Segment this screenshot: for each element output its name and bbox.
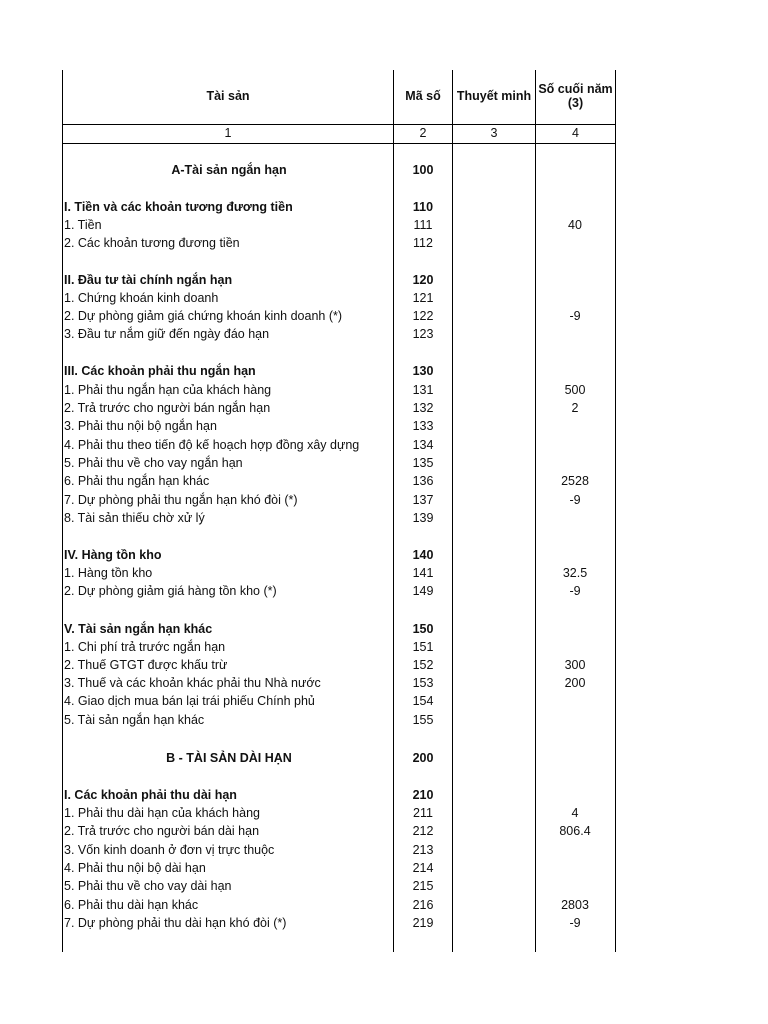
table-row [0,582,768,600]
row-code: 215 [412,879,434,893]
row-code: 136 [412,474,434,488]
row-name: 2. Trả trước cho người bán dài hạn [64,824,260,838]
row-code: 133 [412,419,434,433]
row-name: 2. Thuế GTGT được khấu trừ [64,658,228,672]
row-name: 1. Chứng khoán kinh doanh [64,291,219,305]
row-code: 141 [412,566,434,580]
header-year-end-line1: Số cuối năm [538,82,613,96]
row-code: 121 [412,291,434,305]
row-name: 1. Hàng tồn kho [64,566,153,580]
row-name: 3. Đầu tư nắm giữ đến ngày đáo hạn [64,327,270,341]
row-name: 2. Trả trước cho người bán ngắn hạn [64,401,271,415]
table-row [0,711,768,729]
table-row [0,417,768,435]
row-name: 4. Giao dịch mua bán lại trái phiếu Chính phủ [64,694,315,708]
row-name: 1. Phải thu dài hạn của khách hàng [64,806,260,820]
table-row [0,307,768,325]
row-name: 7. Dự phòng phải thu ngắn hạn khó đòi (*) [64,493,298,507]
table-row [0,564,768,582]
row-value: -9 [569,584,581,598]
row-code: 149 [412,584,434,598]
table-row [0,161,768,179]
row-value: 40 [568,218,582,232]
table-row [0,509,768,527]
header-year-end [536,82,615,110]
row-code: 210 [412,788,434,802]
row-code: 154 [412,694,434,708]
table-row [0,804,768,822]
table-row [0,692,768,710]
row-code: 123 [412,327,434,341]
row-code: 134 [412,438,434,452]
row-name: 5. Tài sản ngắn hạn khác [64,713,205,727]
row-name: 2. Các khoản tương đương tiền [64,236,240,250]
row-name: 5. Phải thu về cho vay ngắn hạn [64,456,243,470]
table-row [0,399,768,417]
row-name: 2. Dự phòng giảm giá hàng tồn kho (*) [64,584,277,598]
table-row [0,362,768,380]
row-code: 214 [412,861,434,875]
row-name: 3. Thuế và các khoản khác phải thu Nhà nước [64,676,321,690]
row-code: 151 [412,640,434,654]
table-row [0,786,768,804]
table-row [0,749,768,767]
table-row [0,491,768,509]
row-code: 212 [412,824,434,838]
row-code: 131 [412,383,434,397]
row-code: 135 [412,456,434,470]
col-number-3: 3 [490,126,498,140]
row-code: 150 [412,622,434,636]
table-row [0,436,768,454]
grid-line [62,143,616,144]
row-name: I. Tiền và các khoản tương đương tiền [64,200,293,214]
row-name: 2. Dự phòng giảm giá chứng khoán kinh doanh (*) [64,309,343,323]
table-row [0,381,768,399]
row-name: 6. Phải thu dài hạn khác [64,898,199,912]
header-notes: Thuyết minh [456,89,532,103]
row-value: 2 [571,401,579,415]
row-code: 110 [412,200,434,214]
row-name: II. Đầu tư tài chính ngắn hạn [64,273,233,287]
header-code: Mã số [405,89,441,103]
row-name: B - TÀI SẢN DÀI HẠN [166,751,292,765]
row-name: IV. Hàng tồn kho [64,548,162,562]
row-code: 120 [412,273,434,287]
row-name: 7. Dự phòng phải thu dài hạn khó đòi (*) [64,916,287,930]
row-code: 219 [412,916,434,930]
row-value: 300 [564,658,586,672]
header-year-end-line2: (3) [567,96,584,110]
row-name: 4. Phải thu nội bộ dài hạn [64,861,206,875]
table-row [0,841,768,859]
table-row [0,877,768,895]
col-number-4: 4 [572,126,579,140]
table-row [0,638,768,656]
row-code: 216 [412,898,434,912]
col-number-2: 2 [419,126,427,140]
row-value: 806.4 [559,824,591,838]
table-row [0,914,768,932]
row-code: 122 [412,309,434,323]
row-name: III. Các khoản phải thu ngắn hạn [64,364,256,378]
row-name: 4. Phải thu theo tiến độ kế hoạch hợp đồng xây dựng [64,438,360,452]
row-code: 140 [412,548,434,562]
row-code: 152 [412,658,434,672]
table-row [0,472,768,490]
row-name: 3. Phải thu nội bộ ngắn hạn [64,419,217,433]
row-value: 500 [564,383,586,397]
row-code: 213 [412,843,434,857]
row-name: A-Tài sản ngắn hạn [171,163,287,177]
row-value: -9 [569,493,581,507]
row-name: 1. Tiền [64,218,102,232]
row-value: 4 [571,806,579,820]
row-code: 111 [413,218,433,232]
row-value: 32.5 [562,566,588,580]
table-row [0,198,768,216]
row-name: 6. Phải thu ngắn hạn khác [64,474,210,488]
row-value: -9 [569,916,581,930]
row-value: 200 [564,676,586,690]
table-row [0,859,768,877]
row-name: 5. Phải thu về cho vay dài hạn [64,879,232,893]
row-code: 139 [412,511,434,525]
table-row [0,454,768,472]
row-name: I. Các khoản phải thu dài hạn [64,788,237,802]
row-code: 211 [413,806,433,820]
row-value: 2528 [561,474,589,488]
col-number-1: 1 [224,126,232,140]
row-code: 130 [412,364,434,378]
row-name: V. Tài sản ngắn hạn khác [64,622,213,636]
row-code: 112 [413,236,433,250]
table-row [0,234,768,252]
grid-line [62,124,616,125]
row-code: 200 [412,751,434,765]
row-value: 2803 [561,898,589,912]
table-row [0,216,768,234]
table-row [0,325,768,343]
table-row [0,271,768,289]
row-code: 132 [412,401,434,415]
row-name: 1. Chi phí trả trước ngắn hạn [64,640,226,654]
table-row [0,822,768,840]
row-code: 137 [412,493,434,507]
table-row [0,289,768,307]
table-row [0,620,768,638]
table-row [0,896,768,914]
table-row [0,674,768,692]
row-code: 155 [412,713,434,727]
row-name: 3. Vốn kinh doanh ở đơn vị trực thuộc [64,843,275,857]
row-name: 8. Tài sản thiếu chờ xử lý [64,511,205,525]
table-row [0,656,768,674]
row-code: 100 [412,163,434,177]
row-name: 1. Phải thu ngắn hạn của khách hàng [64,383,272,397]
header-assets: Tài sản [206,89,250,103]
table-row [0,546,768,564]
row-value: -9 [569,309,581,323]
row-code: 153 [412,676,434,690]
